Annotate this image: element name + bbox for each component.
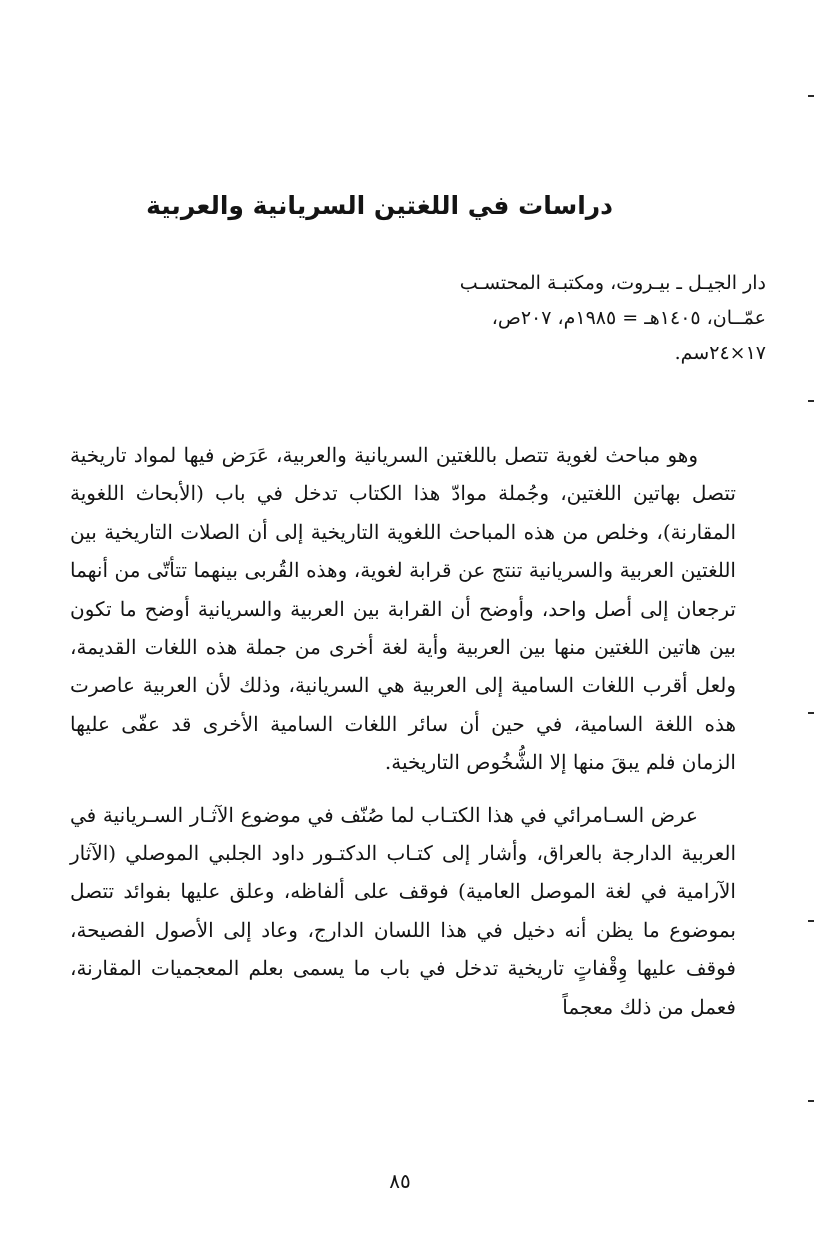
margin-mark	[808, 712, 814, 714]
paragraph: وهو مباحث لغوية تتصل باللغتين السريانية والعربية، عَرَض فيها لمواد تاريخية تتصل بهاتين اللغتين، وجُملة موادّ هذا الكتاب تدخل في باب (الأبحاث اللغوية المقارنة)، وخلص من هذه المباحث اللغوية التاريخية إلى أن الصلات التاريخية بين اللغتين العربية والسريانية تنتج عن قرابة لغوية، وهذه القُربى بينهما تتأتّى من أنهما ترجعان إلى أصل واحد، وأوضح أن القرابة بين العربية والسريانية أوضح ما تكون بين هاتين اللغتين منها بين العربية وأية لغة أخرى من جملة هذه اللغات القديمة، ولعل أقرب اللغات السامية إلى العربية هي السريانية، وذلك لأن العربية عاصرت هذه اللغة السامية، في حين أن سائر اللغات السامية الأخرى قد عفّى عليها الزمان فلم يبقَ منها إلا الشُّخُوص التاريخية.	[70, 443, 736, 775]
publication-line: ١٧×٢٤سم.	[674, 342, 766, 364]
margin-mark	[808, 95, 814, 97]
margin-mark	[808, 1100, 814, 1102]
body-text	[70, 436, 736, 1026]
paragraph: عرض السـامرائي في هذا الكتـاب لما صُنّف في موضوع الآثـار السـريانية في العربية الدارجة بالعراق، وأشار إلى كتـاب الدكتـور داود الجلبي الموصلي (الآثار الآرامية في لغة الموصل العامية) فوقف على ألفاظه، وعلق عليها بفوائد تتصل بموضوع ما يظن أنه دخيل في هذا اللسان الدارج، وعاد إلى الأصول الفصيحة، فوقف عليها وِقْفاتٍ تاريخية تدخل في باب ما يسمى بعلم المعجميات المقارنة، فعمل من ذلك معجماً	[70, 802, 736, 1019]
publication-line: عمّــان، ١٤٠٥هـ = ١٩٨٥م، ٢٠٧ص،	[491, 307, 766, 329]
margin-mark	[808, 400, 814, 402]
publication-info	[406, 266, 766, 371]
page-title: دراسات في اللغتين السريانية والعربية	[146, 191, 613, 220]
publication-line: دار الجيـل ـ بيـروت، ومكتبـة المحتسـب	[459, 272, 766, 294]
margin-mark	[808, 920, 814, 922]
page-number: ٨٥	[389, 1169, 411, 1193]
